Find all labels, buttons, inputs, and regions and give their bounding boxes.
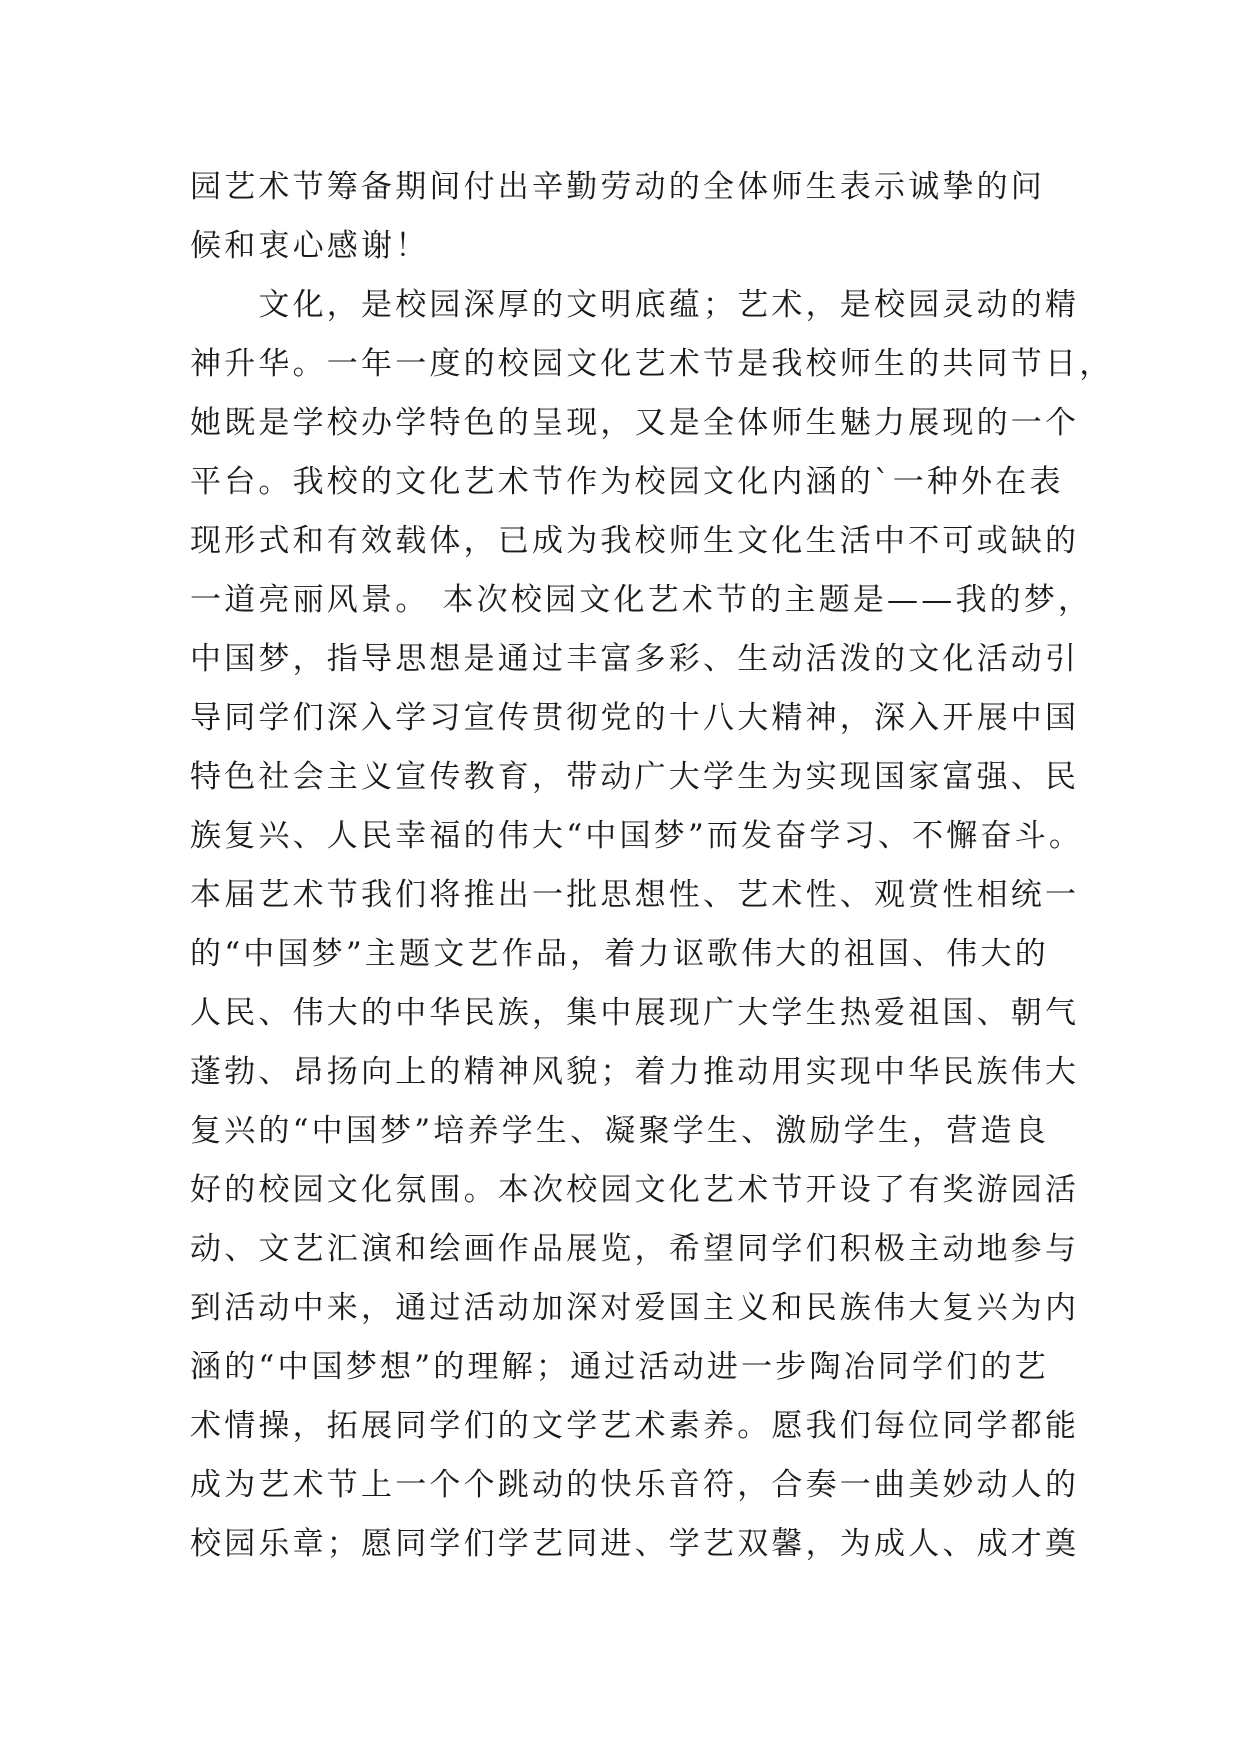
text-line: 好的校园文化氛围。本次校园文化艺术节开设了有奖游园活 — [190, 1172, 1080, 1208]
text-line: 术情操，拓展同学们的文学艺术素养。愿我们每位同学都能 — [190, 1408, 1080, 1444]
text-line: 的“中国梦”主题文艺作品，着力讴歌伟大的祖国、伟大的 — [190, 936, 1049, 972]
text-line: 复兴的“中国梦”培养学生、凝聚学生、激励学生，营造良 — [190, 1113, 1049, 1149]
text-line: 特色社会主义宣传教育，带动广大学生为实现国家富强、民 — [190, 759, 1080, 795]
text-line: 园艺术节筹备期间付出辛勤劳动的全体师生表示诚挚的问 — [190, 169, 1045, 205]
text-line: 本届艺术节我们将推出一批思想性、艺术性、观赏性相统一 — [190, 877, 1080, 913]
text-line: 一道亮丽风景。 本次校园文化艺术节的主题是——我的梦， — [190, 582, 1093, 618]
text-line: 成为艺术节上一个个跳动的快乐音符，合奏一曲美妙动人的 — [190, 1467, 1080, 1503]
text-line: 人民、伟大的中华民族，集中展现广大学生热爱祖国、朝气 — [190, 995, 1080, 1031]
text-line: 文化，是校园深厚的文明底蕴；艺术，是校园灵动的精 — [190, 287, 1080, 323]
text-line: 现形式和有效载体，已成为我校师生文化生活中不可或缺的 — [190, 523, 1080, 559]
text-line: 平台。我校的文化艺术节作为校园文化内涵的`一种外在表 — [190, 464, 1064, 500]
text-line: 到活动中来，通过活动加深对爱国主义和民族伟大复兴为内 — [190, 1290, 1080, 1326]
text-line: 族复兴、人民幸福的伟大“中国梦”而发奋学习、不懈奋斗。 — [190, 818, 1084, 854]
text-line: 蓬勃、昂扬向上的精神风貌；着力推动用实现中华民族伟大 — [190, 1054, 1080, 1090]
text-line: 神升华。一年一度的校园文化艺术节是我校师生的共同节日， — [190, 346, 1114, 382]
text-line: 涵的“中国梦想”的理解；通过活动进一步陶冶同学们的艺 — [190, 1349, 1049, 1385]
body-text — [190, 158, 1114, 1574]
text-line: 校园乐章；愿同学们学艺同进、学艺双馨，为成人、成才奠 — [190, 1526, 1080, 1562]
text-line: 中国梦，指导思想是通过丰富多彩、生动活泼的文化活动引 — [190, 641, 1080, 677]
text-line: 导同学们深入学习宣传贯彻党的十八大精神，深入开展中国 — [190, 700, 1080, 736]
text-line: 她既是学校办学特色的呈现，又是全体师生魅力展现的一个 — [190, 405, 1080, 441]
text-line: 动、文艺汇演和绘画作品展览，希望同学们积极主动地参与 — [190, 1231, 1080, 1267]
text-line: 候和衷心感谢！ — [190, 228, 430, 264]
